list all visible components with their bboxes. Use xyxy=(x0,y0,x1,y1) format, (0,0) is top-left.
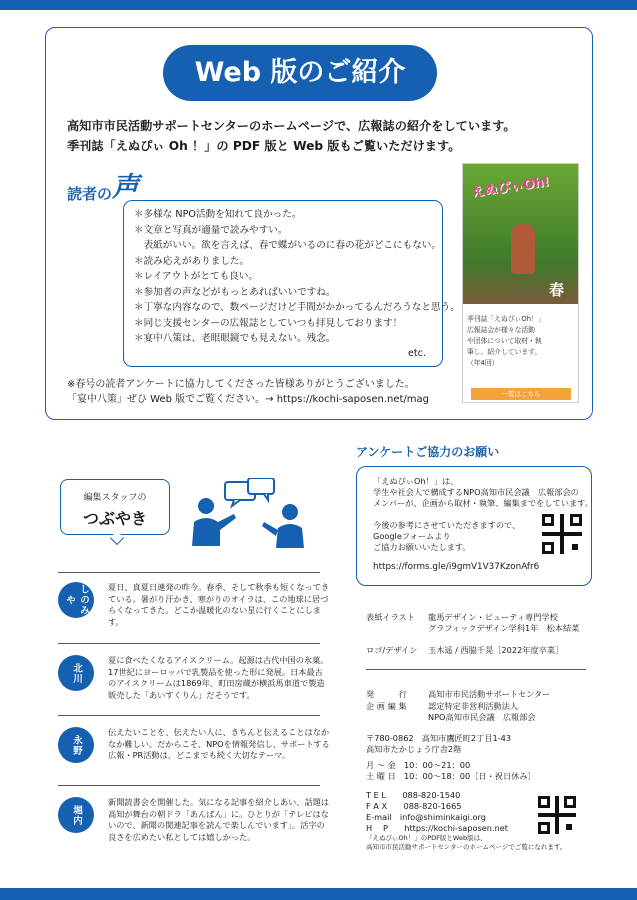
top-bar xyxy=(0,0,637,10)
note-line: ※春号の読者アンケートに協力してくださった皆様ありがとうございました。 xyxy=(67,379,415,390)
magazine-cover-image xyxy=(463,164,578,304)
address-line: 〒780-0862 高知市鷹匠町2丁目1-43 xyxy=(366,733,512,743)
divider xyxy=(58,715,320,716)
staff-comment: 新聞読書会を開催した。気になる記事を紹介しあい、話題は高知が舞台の朝ドラ「あんぱん」に。ひとりが「テレビはないので、新聞の関連記事を読んで楽しんでいます」。活字の良さを広めたい私としては嬉しかった。 xyxy=(108,797,330,842)
publisher-label: 発 行 xyxy=(366,689,407,699)
credit-logo-label: ロゴ/デザイン xyxy=(366,645,418,655)
credit-line: グラフィックデザイン学科1年 松本結菜 xyxy=(428,623,580,633)
credit-cover-label: 表紙イラスト xyxy=(366,612,415,622)
staff-name-badge: 堀内 xyxy=(58,797,94,833)
contact-email-link[interactable]: E-mail info@shiminkaigi.org xyxy=(366,812,486,822)
chatting-people-icon xyxy=(190,478,310,550)
note-link[interactable]: 「宴中八策」ぜひ Web 版でご覧ください。→ https://kochi-saposen.net/mag xyxy=(67,394,430,405)
editor-label: 企 画 編 集 xyxy=(366,701,407,711)
staff-label-big: つぶやき xyxy=(82,509,147,528)
qr-finder xyxy=(570,514,582,526)
homepage-qr-code[interactable] xyxy=(538,796,576,834)
address-line: 高知市たかじょう庁舎2階 xyxy=(366,744,462,754)
contact-tel: T E L 088-820-1540 xyxy=(366,790,461,800)
address xyxy=(366,733,511,755)
intro-text xyxy=(67,116,567,156)
voice-item: ＊読み応えがありました。 xyxy=(134,255,250,267)
divider xyxy=(58,785,320,786)
survey-url-link[interactable]: https://forms.gle/i9gmV1V37KzonAfr6 xyxy=(373,562,540,572)
qr-finder xyxy=(542,514,554,526)
survey-line: ご協力お願いいたします。 xyxy=(373,542,471,552)
bottom-bar xyxy=(0,888,637,900)
editor-line: NPO高知市民会議 広報部会 xyxy=(428,712,536,722)
caption-line: 広報誌会が様々な活動 xyxy=(467,326,535,334)
caption-line: 季刊誌「えぬぴぃOh！」 xyxy=(467,315,545,323)
hours-line: 月 ～ 金 10：00～21：00 xyxy=(366,760,471,770)
survey-line: 今後の参考にさせていただきますので、 xyxy=(373,520,521,530)
intro-line: 季刊誌「えぬぴぃ Oh ！」の PDF 版と Web 版もご覧いただけます。 xyxy=(67,139,461,153)
survey-line: メンバーが、企画から取材・執筆、編集までをしています。 xyxy=(373,498,593,508)
staff-name-badge: 永野 xyxy=(58,727,94,763)
caption-line: （年4回） xyxy=(467,359,499,367)
voices-heading-big: 声 xyxy=(112,172,140,203)
voice-item: ＊多様な NPO活動を知れて良かった。 xyxy=(134,209,302,220)
opening-hours xyxy=(366,760,536,782)
survey-thanks-note xyxy=(67,377,429,407)
survey-line: 「えぬぴぃOh！」は、 xyxy=(373,476,459,486)
voice-item: ＊文章と写真が適量で読みやすい。 xyxy=(134,224,288,236)
voice-item: ＊参加者の声などがもっとあればいいですね。 xyxy=(134,286,336,298)
caption-line: や団体について取材・執 xyxy=(467,337,542,345)
contact-fax: F A X 088-820-1665 xyxy=(366,801,462,811)
credit-cover-value xyxy=(428,612,579,634)
hours-line: 土 曜 日 10：00～18：00［日・祝日休み］ xyxy=(366,771,536,781)
qr-finder xyxy=(538,796,550,808)
editor-value xyxy=(428,701,536,723)
qr-module xyxy=(572,544,578,550)
voice-item: ＊丁寧な内容なので、数ページだけど手間がかかってるんだろうなと思う。 xyxy=(134,302,460,313)
staff-name-badge: 北川 xyxy=(58,655,94,691)
survey-line: Googleフォームより xyxy=(373,531,451,541)
credit-logo-value: 玉木遥 / 西脇千晃［2022年度卒業］ xyxy=(428,645,564,655)
editor-line: 認定特定非営利活動法人 xyxy=(428,701,519,711)
contact-info xyxy=(366,790,508,834)
footnote-line: 「えぬぴぃOh！」のPDF版とWeb版は、 xyxy=(366,834,487,842)
qr-finder xyxy=(542,542,554,554)
magazine-logo: えぬぴぃOh! xyxy=(470,174,551,201)
footnote-line: 高知市市民活動サポートセンターのホームページでご覧になれます。 xyxy=(366,843,567,851)
cover-figure xyxy=(511,224,535,274)
magazine-card[interactable] xyxy=(462,163,579,403)
staff-comment: 伝えたいことを、伝えたい人に、きちんと伝えることはなかなか難しい。だからこそ、NPOを情報発信し、サポートする広報・PR活動は、どこまでも続く大切なテーマ。 xyxy=(108,727,330,760)
magazine-season: 春 xyxy=(549,281,565,299)
voice-item: ＊宴中八策は、老眼眼鏡でも見えない。残念。 xyxy=(134,333,336,344)
staff-label-small: 編集スタッフの xyxy=(83,493,147,503)
footnote xyxy=(366,834,566,852)
qr-finder xyxy=(564,796,576,808)
publisher-value: 高知市市民活動サポートセンター xyxy=(428,689,551,699)
list-button[interactable]: 一覧はこちら xyxy=(471,388,571,400)
voices-heading xyxy=(67,165,139,201)
reader-voices-box xyxy=(123,200,460,367)
survey-qr-code[interactable] xyxy=(542,514,582,554)
divider xyxy=(58,643,320,644)
staff-speech-bubble xyxy=(60,479,170,535)
staff-comment: 夏日、真夏日連発の昨今。春季、そして秋季も短くなってきている。暑がり汗かき、寒がりのオイラは、この地球に居づらくなってきた。どこか温暖化のない星に行くことにします。 xyxy=(108,582,330,627)
credit-line: 龍馬デザイン・ビューティ専門学校 xyxy=(428,612,558,622)
staff-comment: 夏に食べたくなるアイスクリーム。起源は古代中国の氷菓。17世紀にヨーロッパで乳製品を使った形に発展。日本最古のアイスクリームは1869年、町田房蔵が横浜馬車道で製造販売した「あいすくりん」だそうです。 xyxy=(108,655,329,700)
info-divider xyxy=(366,669,586,670)
survey-title: アンケートご協力のお願い xyxy=(356,445,500,459)
survey-line: 学生や社会人で構成するNPO高知市民会議 広報部会の xyxy=(373,487,579,497)
qr-module xyxy=(566,824,572,830)
divider xyxy=(58,572,320,573)
intro-line: 高知市市民活動サポートセンターのホームページで、広報誌の紹介をしています。 xyxy=(67,119,516,133)
voices-etc: etc. xyxy=(408,348,426,359)
staff-name-badge: しのみや xyxy=(58,582,94,618)
contact-homepage-link[interactable]: H P https://kochi-saposen.net xyxy=(366,823,509,833)
qr-finder xyxy=(538,822,550,834)
voices-heading-small: 読者の xyxy=(67,185,113,203)
magazine-caption xyxy=(467,314,575,369)
voice-item: 表紙がいい。欲を言えば、春で蝶がいるのに春の花がどこにもない。 xyxy=(134,240,441,251)
page-title: Web 版のご紹介 xyxy=(163,45,437,101)
voice-item: ＊同じ支援センターの広報誌としていつも拝見しております！ xyxy=(134,317,403,329)
caption-line: 筆し、紹介しています。 xyxy=(467,348,542,356)
voice-item: ＊レイアウトがとても良い。 xyxy=(134,271,258,282)
